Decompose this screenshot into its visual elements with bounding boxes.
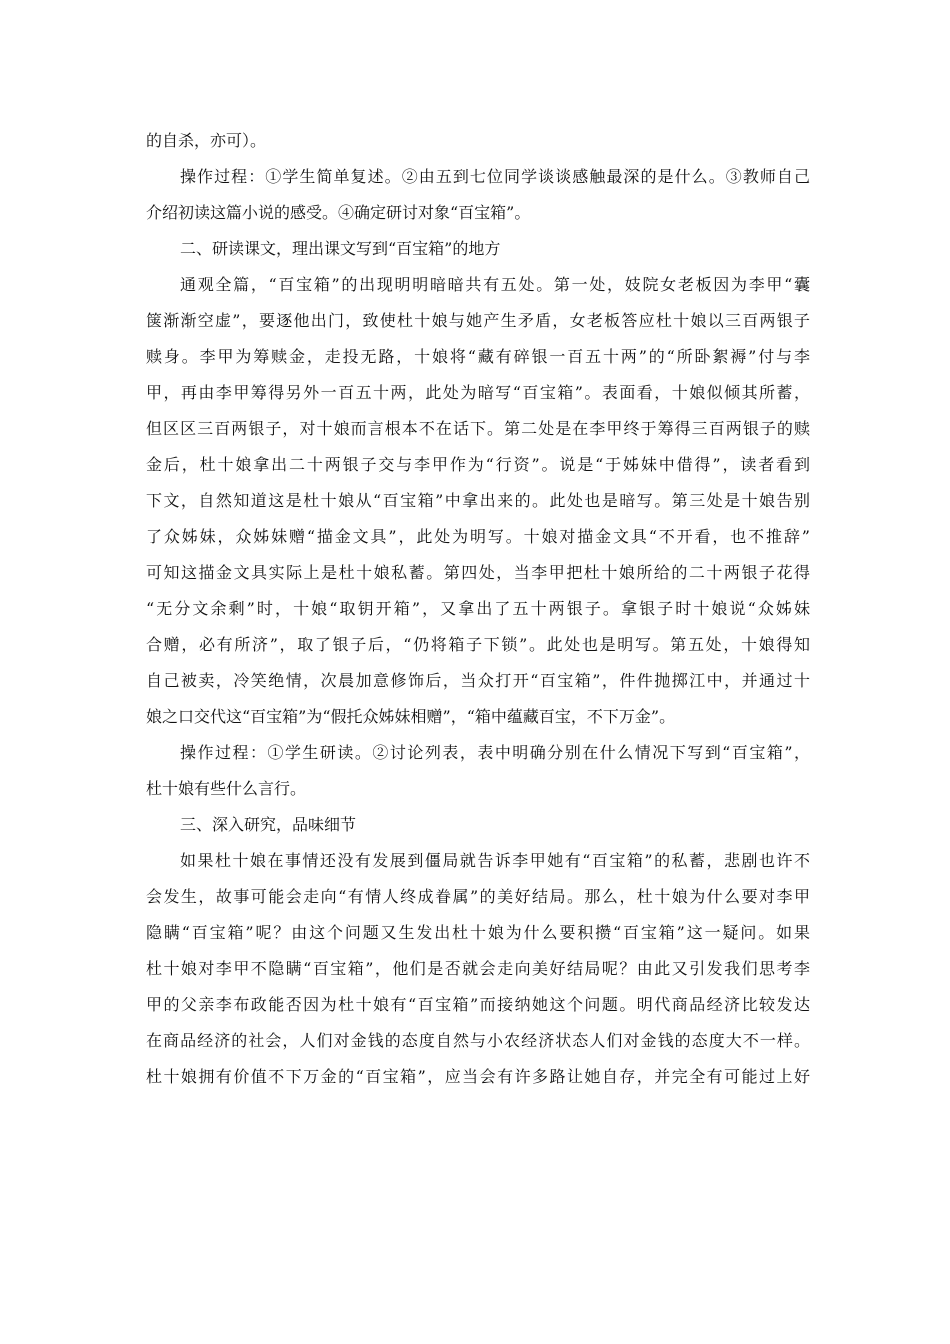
text-line: 娘之口交代这“百宝箱”为“假托众姊妹相赠”，“箱中蕴藏百宝，不下万金”。 xyxy=(146,707,676,726)
text-line: 箧渐渐空虚”，要逐他出门，致使杜十娘与她产生矛盾，女老板答应杜十娘以三百两银子 xyxy=(146,311,810,330)
text-line: 自己被卖，冷笑绝情，次晨加意修饰后，当众打开“百宝箱”，件件抛掷江中，并通过十 xyxy=(146,671,810,690)
text-line: 如果杜十娘在事情还没有发展到僵局就告诉李甲她有“百宝箱”的私蓄，悲剧也许不 xyxy=(180,851,810,870)
text-line: “无分文余剩”时，十娘“取钥开箱”，又拿出了五十两银子。拿银子时十娘说“众姊妹 xyxy=(146,599,810,618)
text-line: 会发生，故事可能会走向“有情人终成眷属”的美好结局。那么，杜十娘为什么要对李甲 xyxy=(146,887,810,906)
body-text xyxy=(146,123,810,1095)
text-line: 隐瞒“百宝箱”呢？由这个问题又生发出杜十娘为什么要积攒“百宝箱”这一疑问。如果 xyxy=(146,923,810,942)
text-line: 通观全篇，“百宝箱”的出现明明暗暗共有五处。第一处，妓院女老板因为李甲“囊 xyxy=(180,275,810,294)
text-line: 在商品经济的社会，人们对金钱的态度自然与小农经济状态人们对金钱的态度大不一样。 xyxy=(146,1031,810,1050)
text-line: 介绍初读这篇小说的感受。④确定研讨对象“百宝箱”。 xyxy=(146,203,531,222)
text-line: 操作过程：①学生研读。②讨论列表，表中明确分别在什么情况下写到“百宝箱”， xyxy=(180,743,810,762)
text-line: 下文，自然知道这是杜十娘从“百宝箱”中拿出来的。此处也是暗写。第三处是十娘告别 xyxy=(146,491,810,510)
text-line: 操作过程：①学生简单复述。②由五到七位同学谈谈感触最深的是什么。③教师自己 xyxy=(180,167,810,186)
text-line: 杜十娘拥有价值不下万金的“百宝箱”，应当会有许多路让她自存，并完全有可能过上好 xyxy=(146,1067,810,1086)
text-line: 可知这描金文具实际上是杜十娘私蓄。第四处，当李甲把杜十娘所给的二十两银子花得 xyxy=(146,563,810,582)
text-line: 金后，杜十娘拿出二十两银子交与李甲作为“行资”。说是“于姊妹中借得”，读者看到 xyxy=(146,455,810,474)
text-line: 的自杀，亦可）。 xyxy=(146,131,267,150)
text-line: 甲，再由李甲筹得另外一百五十两，此处为暗写“百宝箱”。表面看，十娘似倾其所蓄， xyxy=(146,383,810,402)
text-line: 但区区三百两银子，对十娘而言根本不在话下。第二处是在李甲终于筹得三百两银子的赎 xyxy=(146,419,810,438)
text-line: 合赠，必有所济”，取了银子后，“仍将箱子下锁”。此处也是明写。第五处，十娘得知 xyxy=(146,635,810,654)
text-line: 杜十娘对李甲不隐瞒“百宝箱”，他们是否就会走向美好结局呢？由此又引发我们思考李 xyxy=(146,959,810,978)
text-line: 甲的父亲李布政能否因为杜十娘有“百宝箱”而接纳她这个问题。明代商品经济比较发达 xyxy=(146,995,810,1014)
text-line: 了众姊妹，众姊妹赠“描金文具”，此处为明写。十娘对描金文具“不开看，也不推辞” xyxy=(146,527,810,546)
text-line: 三、深入研究，品味细节 xyxy=(180,815,357,834)
text-line: 赎身。李甲为筹赎金，走投无路，十娘将“藏有碎银一百五十两”的“所卧絮褥”付与李 xyxy=(146,347,810,366)
text-line: 杜十娘有些什么言行。 xyxy=(146,779,307,798)
text-line: 二、研读课文，理出课文写到“百宝箱”的地方 xyxy=(180,239,501,258)
